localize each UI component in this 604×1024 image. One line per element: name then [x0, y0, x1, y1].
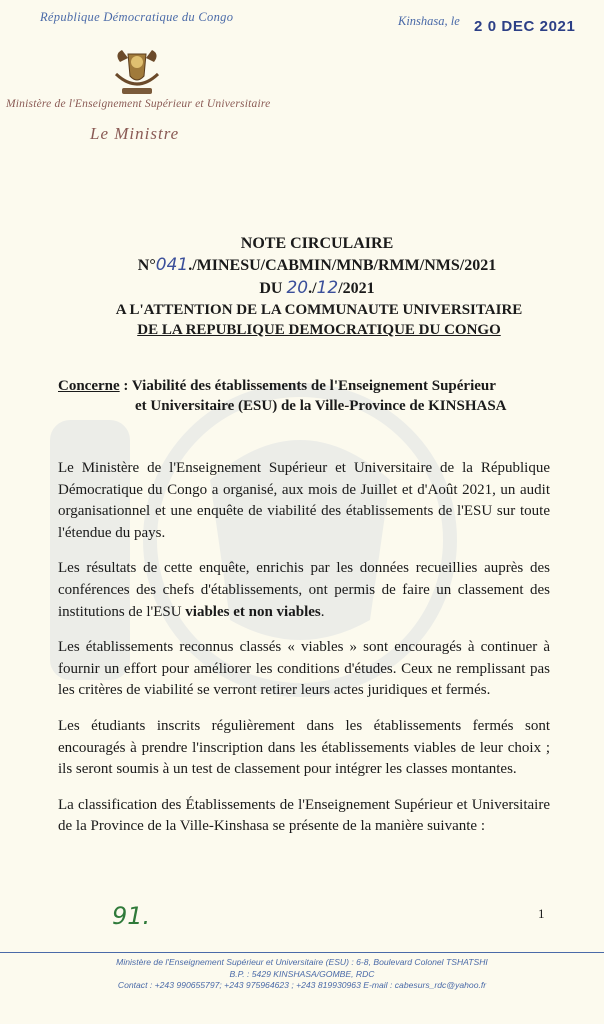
handwritten-number: 041: [155, 255, 189, 275]
footer-contact: Contact : +243 990655797; +243 975964623 ; +243 819930963 E-mail : cabesurs_rdc@yahoo.fr: [117, 980, 487, 990]
subject-block: [58, 376, 568, 416]
handwritten-day: 20: [286, 278, 309, 298]
subject-line-2: et Universitaire (ESU) de la Ville-Province de KINSHASA: [135, 398, 507, 414]
handwritten-annotation: 91.: [112, 902, 151, 930]
note-title: NOTE CIRCULAIRE: [240, 235, 394, 252]
country-line: DE LA REPUBLIQUE DEMOCRATIQUE DU CONGO: [137, 322, 501, 338]
paragraph-3: Les établissements reconnus classés « viables » sont encouragés à continuer à fournir un effort pour améliorer les conditions d'études. Ceux ne remplissant pas les critères de viabilité se verront retirer leurs actes juridiques et fermés.: [58, 639, 550, 699]
page-number: 1: [538, 906, 545, 921]
circular-number: N°041./MINESU/CABMIN/MNB/RMM/NMS/2021: [137, 255, 497, 275]
attention-line: A L'ATTENTION DE LA COMMUNAUTE UNIVERSITAIRE: [115, 302, 523, 318]
circular-date: DU 20./12/2021: [259, 278, 375, 298]
footer-divider: [0, 952, 604, 953]
paragraph-5: La classification des Établissements de l'Enseignement Supérieur et Universitaire de la Province de la Ville-Kinshasa se présente de la manière suivante :: [58, 796, 550, 835]
republic-header: République Démocratique du Congo: [40, 10, 234, 24]
paragraph-4: Les étudiants inscrits régulièrement dans les établissements fermés sont encouragés à prendre l'inscription dans les établissements viables de leur choix ; ils seront soumis à un test de classement pour intégrer les classes montantes.: [58, 717, 550, 778]
footer: [0, 957, 604, 992]
coat-of-arms-emblem: [106, 44, 168, 100]
ministry-name: Ministère de l'Enseignement Supérieur et Universitaire: [6, 98, 271, 110]
subject-line-1: : Viabilité des établissements de l'Enseignement Supérieur: [119, 378, 496, 394]
footer-po-box: B.P. : 5429 KINSHASA/GOMBE, RDC: [229, 968, 375, 979]
minister-title: Le Ministre: [90, 124, 180, 143]
handwritten-month: 12: [316, 278, 339, 298]
subject-label: Concerne: [58, 378, 120, 394]
circular-title-block: [0, 234, 604, 340]
paragraph-2: Les résultats de cette enquête, enrichis par les données recueillies auprès des conférences des chefs d'établissements, ont permis de faire un classement des institutions de l'ESU viables et non viables.: [58, 560, 550, 620]
paragraph-1: Le Ministère de l'Enseignement Supérieur et Universitaire de la République Démocratique du Congo a organisé, aux mois de Juillet et d'Août 2021, un audit organisationnel et une enquête de viabilité des établissements de l'ESU sur toute l'étendue du pays.: [58, 460, 550, 541]
footer-address: Ministère de l'Enseignement Supérieur et Universitaire (ESU) : 6-8, Boulevard Colonel TSHATSHI: [116, 957, 488, 967]
body-text: [58, 458, 550, 852]
date-stamp: 2 0 DEC 2021: [474, 18, 576, 35]
place-label: Kinshasa, le: [398, 14, 460, 28]
